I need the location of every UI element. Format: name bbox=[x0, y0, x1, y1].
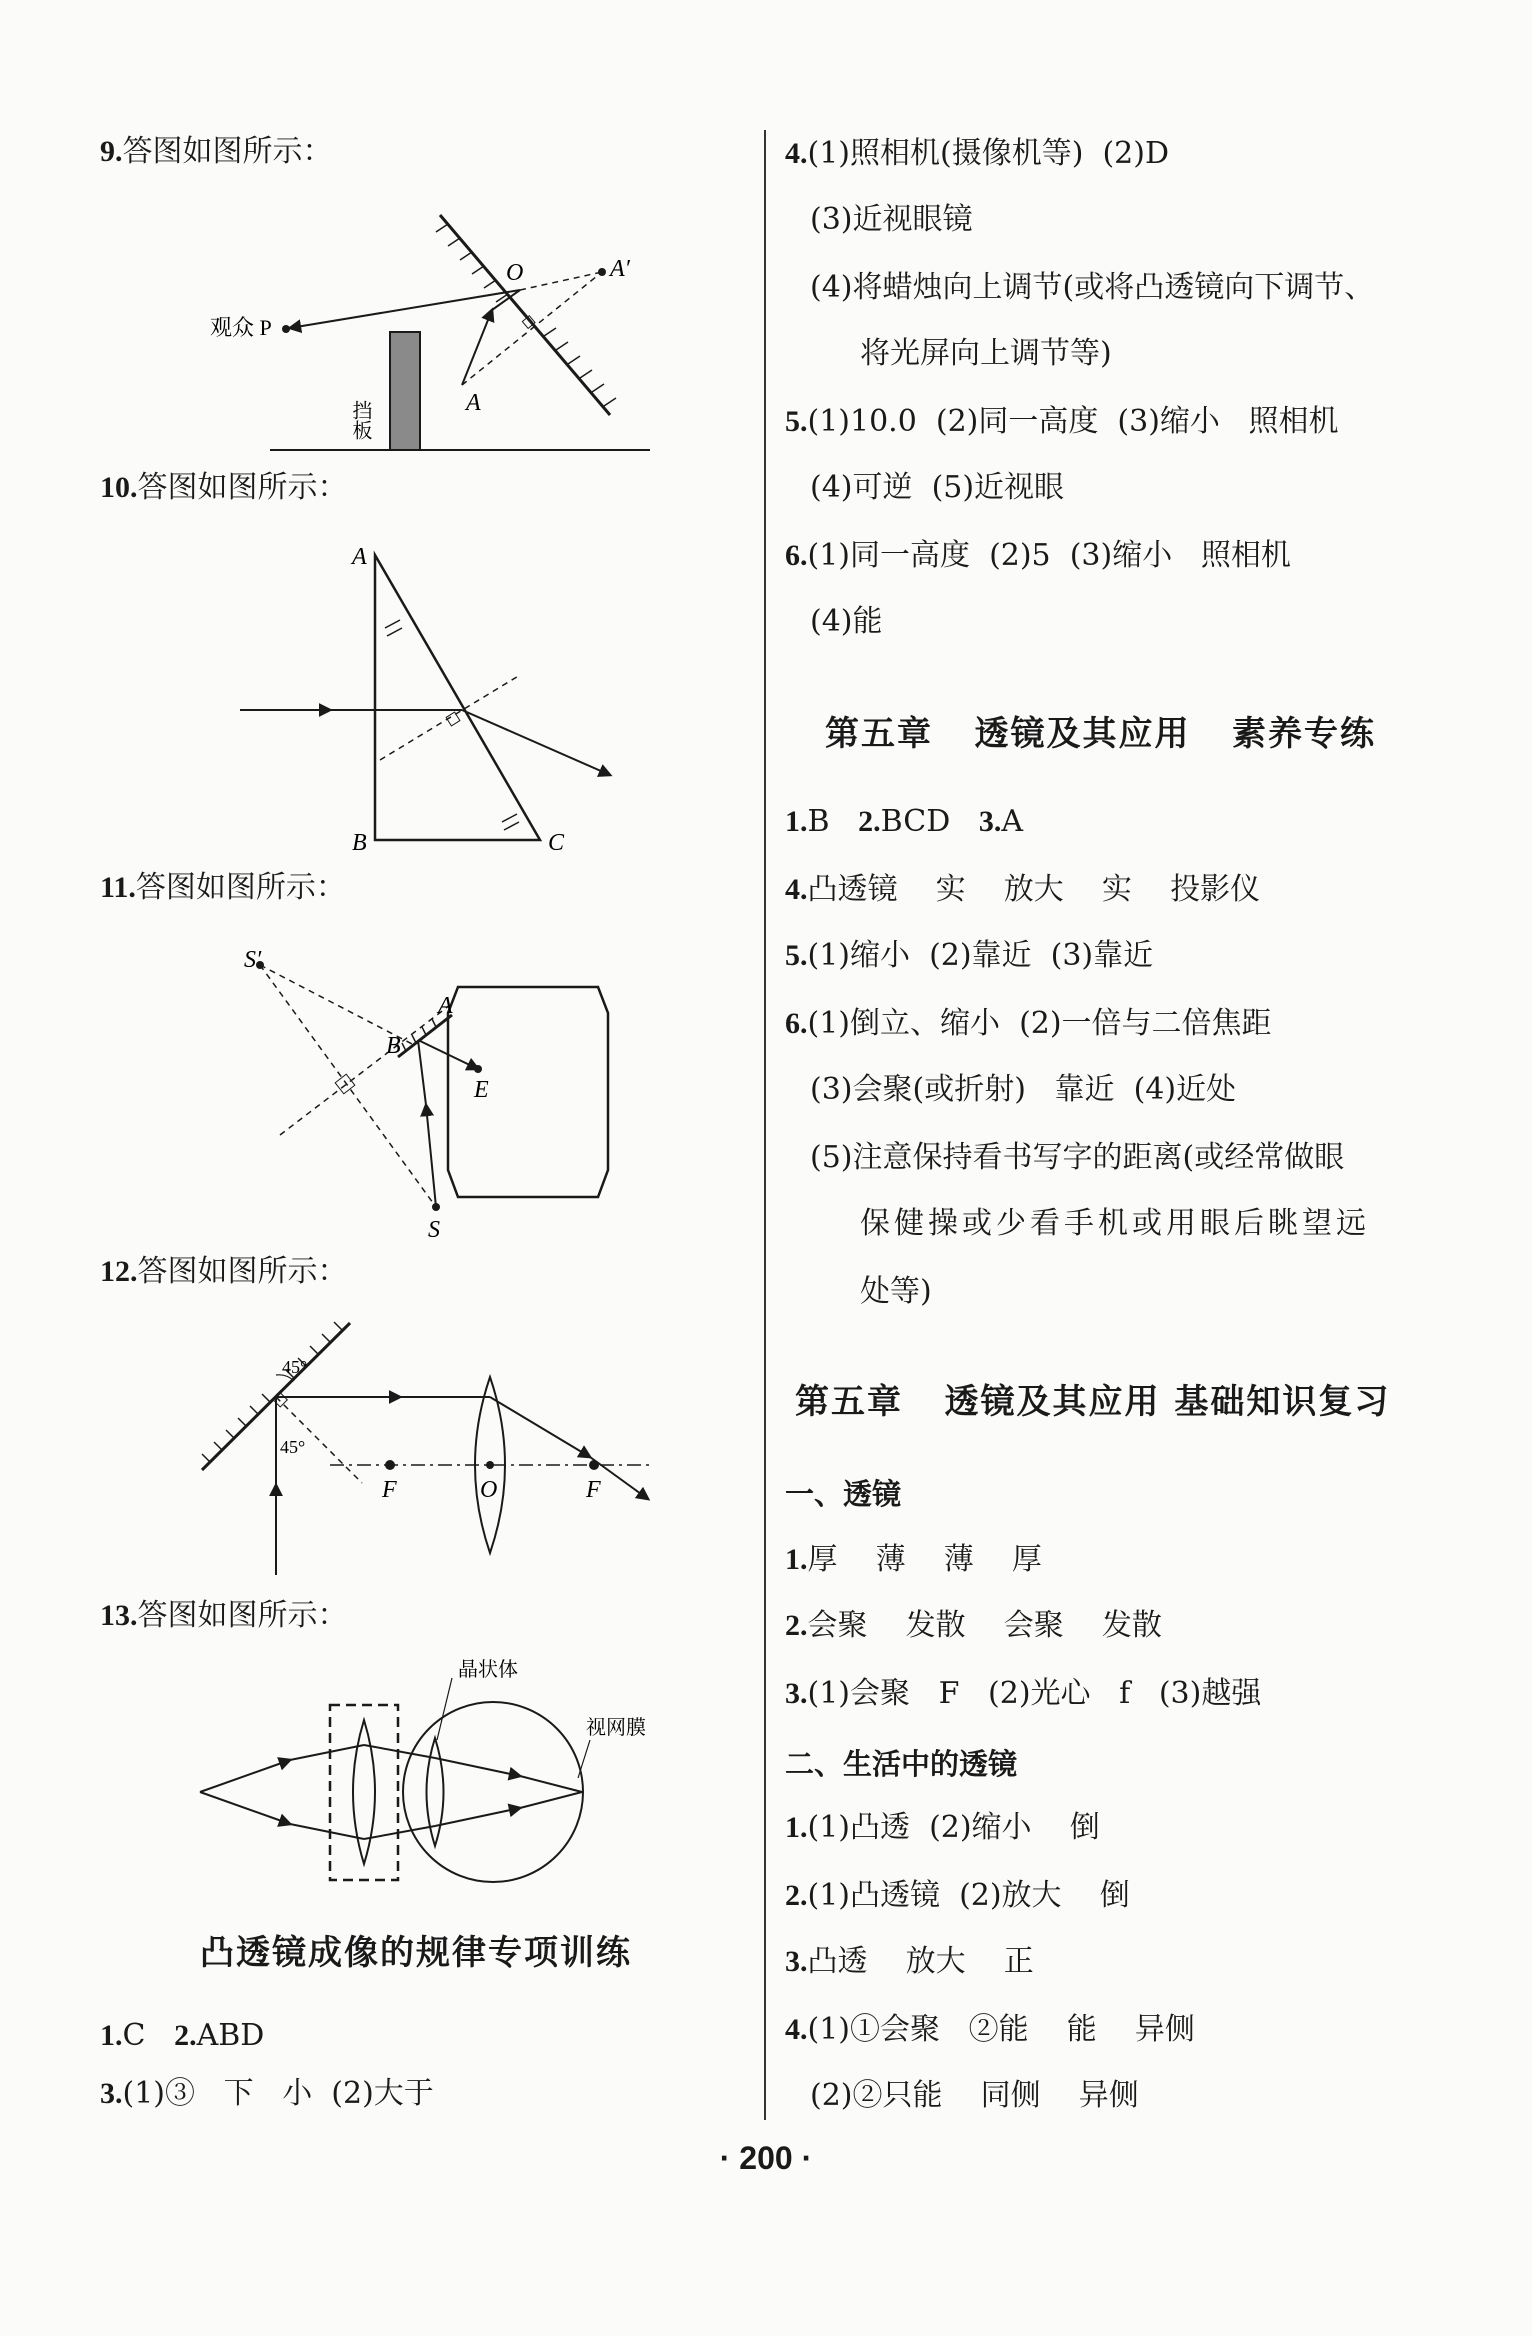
r4a: 4.(1)照相机(摄像机等) (2)D bbox=[785, 136, 1170, 171]
column-divider bbox=[764, 130, 766, 2120]
ans-1-2-line: 1.C 2.ABD bbox=[100, 2018, 265, 2053]
s6e-line: 处等) bbox=[860, 1274, 932, 1309]
fig9-label-board: 挡板 bbox=[349, 400, 371, 440]
fig10-label-A: A bbox=[352, 544, 367, 570]
q12-number: 12. bbox=[100, 1255, 138, 1288]
figure-9-mirror-reflection bbox=[190, 200, 660, 460]
page-number: · 200 · bbox=[719, 2140, 813, 2176]
q10-line: 10.答图如图所示： bbox=[100, 470, 348, 505]
r5a: 5.(1)10.0 (2)同一高度 (3)缩小 照相机 bbox=[785, 404, 1339, 439]
fig11-label-B: B bbox=[386, 1033, 401, 1059]
s4-line: 4.凸透镜 实 放大 实 投影仪 bbox=[785, 872, 1261, 907]
r4d: 将光屏向上调节等) bbox=[860, 336, 1112, 371]
q11-number: 11. bbox=[100, 871, 136, 904]
fig11-label-S-prime: S′ bbox=[244, 947, 262, 973]
c2-line: 2.(1)凸透镜 (2)放大 倒 bbox=[785, 1878, 1130, 1913]
fig13-label-retina: 视网膜 bbox=[586, 1717, 646, 1739]
fig11-label-A: A bbox=[438, 993, 453, 1019]
subsection-lens: 一、透镜 bbox=[785, 1477, 902, 1511]
fig12-label-F-right: F bbox=[586, 1477, 601, 1503]
figure-10-prism bbox=[230, 540, 630, 860]
fig10-label-B: B bbox=[352, 830, 367, 856]
fig12-angle-top: 45° bbox=[282, 1357, 308, 1377]
figure-13-eye-lens bbox=[190, 1650, 660, 1900]
s5-line: 5.(1)缩小 (2)靠近 (3)靠近 bbox=[785, 938, 1154, 973]
q9-line: 9.答图如图所示： bbox=[100, 134, 333, 169]
fig12-label-F-left: F bbox=[382, 1477, 397, 1503]
q13-line: 13.答图如图所示： bbox=[100, 1598, 348, 1633]
fig13-label-crystalline-lens: 晶状体 bbox=[458, 1659, 518, 1681]
s6b-line: (3)会聚(或折射) 靠近 (4)近处 bbox=[810, 1072, 1237, 1107]
b3-line: 3.(1)会聚 F (2)光心 f (3)越强 bbox=[785, 1676, 1262, 1711]
q10-number: 10. bbox=[100, 471, 138, 504]
b2-line: 2.会聚 发散 会聚 发散 bbox=[785, 1608, 1162, 1643]
ans-3-line: 3.(1)③ 下 小 (2)大于 bbox=[100, 2076, 434, 2111]
s6d-line: 保健操或少看手机或用眼后眺望远 bbox=[860, 1206, 1370, 1241]
fig11-label-E: E bbox=[474, 1077, 489, 1103]
q13-number: 13. bbox=[100, 1599, 138, 1632]
r5b: (4)可逆 (5)近视眼 bbox=[810, 470, 1065, 505]
section-title-literacy: 第五章 透镜及其应用 素养专练 bbox=[825, 714, 1377, 754]
c4b-line: (2)②只能 同侧 异侧 bbox=[810, 2078, 1139, 2113]
subsection-life-lens: 二、生活中的透镜 bbox=[785, 1747, 1018, 1781]
section-title-convex-lens: 凸透镜成像的规律专项训练 bbox=[200, 1933, 632, 1973]
fig9-label-O: O bbox=[506, 260, 524, 286]
figure-12-mirror-lens bbox=[190, 1315, 660, 1585]
fig10-label-C: C bbox=[548, 830, 565, 856]
r6a: 6.(1)同一高度 (2)5 (3)缩小 照相机 bbox=[785, 538, 1291, 573]
q11-line: 11.答图如图所示： bbox=[100, 870, 346, 905]
fig12-angle-bottom: 45° bbox=[280, 1437, 306, 1457]
fig9-label-A: A bbox=[466, 390, 481, 416]
fig9-label-P: 观众 P bbox=[210, 315, 272, 340]
fig12-label-O: O bbox=[480, 1477, 498, 1503]
fig11-label-S: S bbox=[428, 1217, 440, 1243]
r4c: (4)将蜡烛向上调节(或将凸透镜向下调节、 bbox=[810, 270, 1375, 305]
s1-line: 1.B 2.BCD 3.A bbox=[785, 804, 1024, 839]
c3-line: 3.凸透 放大 正 bbox=[785, 1944, 1034, 1979]
s6c-line: (5)注意保持看书写字的距离(或经常做眼 bbox=[810, 1140, 1345, 1175]
s6a-line: 6.(1)倒立、缩小 (2)一倍与二倍焦距 bbox=[785, 1006, 1272, 1041]
q12-line: 12.答图如图所示： bbox=[100, 1254, 348, 1289]
fig9-label-A-prime: A′ bbox=[610, 256, 630, 282]
b1-line: 1.厚 薄 薄 厚 bbox=[785, 1542, 1042, 1577]
c1-line: 1.(1)凸透 (2)缩小 倒 bbox=[785, 1810, 1100, 1845]
r6b: (4)能 bbox=[810, 604, 883, 639]
q9-number: 9. bbox=[100, 135, 123, 168]
r4b: (3)近视眼镜 bbox=[810, 202, 973, 237]
section-title-basic-review: 第五章 透镜及其应用 基础知识复习 bbox=[795, 1382, 1391, 1422]
c4a-line: 4.(1)①会聚 ②能 能 异侧 bbox=[785, 2012, 1195, 2047]
figure-11-camera bbox=[230, 935, 630, 1245]
